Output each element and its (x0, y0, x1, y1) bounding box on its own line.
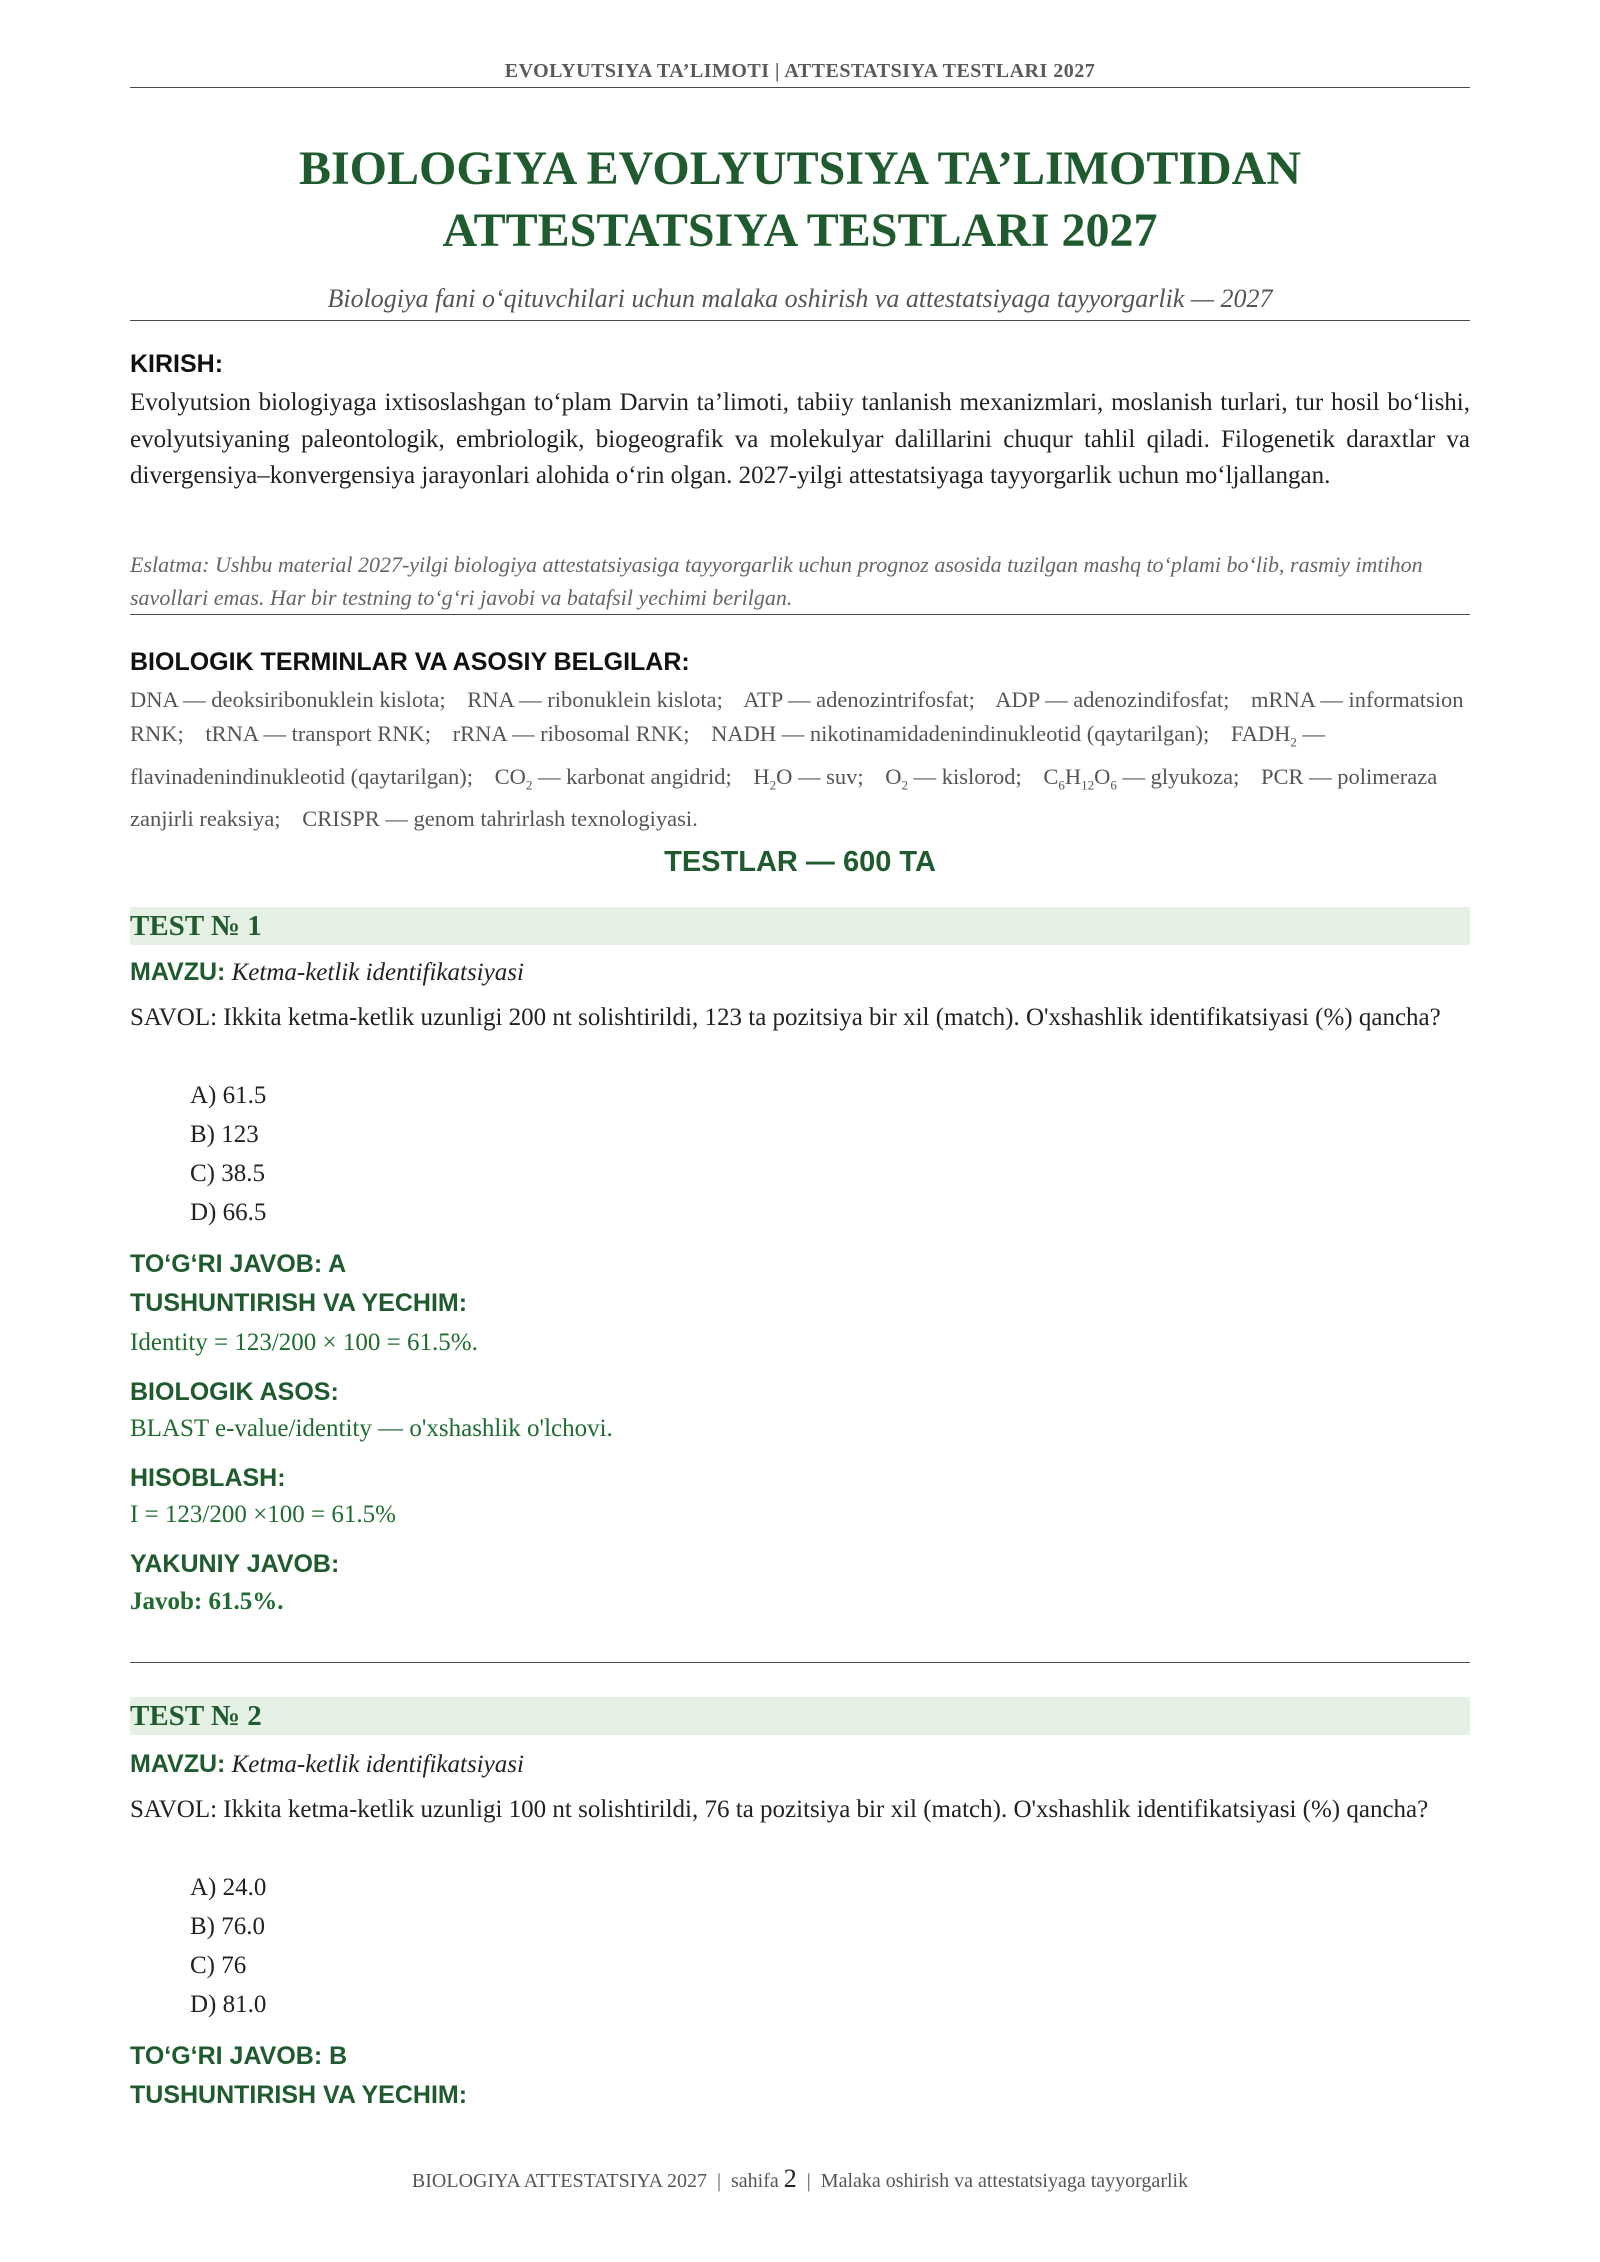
term-item: rRNA — ribosomal RNK; (452, 721, 690, 746)
test-title-bar (130, 1697, 1470, 1735)
term-item: ATP — adenozintrifosfat; (743, 687, 975, 712)
term-item: $H_2O$ — suv; (753, 763, 864, 792)
term-item: CRISPR — genom tahrirlash texnologiyasi. (302, 806, 698, 831)
term-item: $CO_2$ — karbonat angidrid; (494, 763, 732, 792)
answer-option: A) 61.5 (190, 1082, 267, 1109)
answer-option: D) 81.0 (190, 1991, 267, 2018)
answer-option: D) 66.5 (190, 1199, 267, 1226)
term-item: tRNA — transport RNK; (205, 721, 432, 746)
test-question: SAVOL: Ikkita ketma-ketlik uzunligi 100 nt solishtirildi, 76 ta pozitsiya bir xil (match). O'xshashlik identifikatsiyasi (%) qancha? (130, 1796, 1429, 1823)
test-question: SAVOL: Ikkita ketma-ketlik uzunligi 200 nt solishtirildi, 123 ta pozitsiya bir xil (match). O'xshashlik identifikatsiyasi (%) qancha? (130, 1004, 1441, 1031)
term-item: mRNA — informatsion RNK; (130, 687, 1464, 746)
term-item: $C_6H_{12}O_6$ — glyukoza; (1043, 763, 1240, 792)
terms-heading: BIOLOGIK TERMINLAR VA ASOSIY BELGILAR: (130, 648, 690, 676)
topic-value: Ketma-ketlik identifikatsiyasi (231, 959, 524, 986)
intro-heading: KIRISH: (130, 350, 224, 378)
term-item: RNA — ribonuklein kislota; (467, 687, 723, 712)
running-header: EVOLYUTSIYA TA’LIMOTI | ATTESTATSIYA TESTLARI 2027 (504, 60, 1096, 82)
footer-subtitle: Malaka oshirish va attestatsiyaga tayyorgarlik (820, 2170, 1189, 2192)
document-subtitle: Biologiya fani o‘qituvchilari uchun malaka oshirish va attestatsiyaga tayyorgarlik — 2027 (327, 284, 1273, 313)
answer-option: C) 38.5 (190, 1160, 265, 1187)
correct-answer: TO‘G‘RI JAVOB: B (130, 2042, 348, 2070)
correct-answer: TO‘G‘RI JAVOB: A (130, 1250, 347, 1278)
explanation-text: Identity = 123/200 × 100 = 61.5%. (130, 1329, 478, 1356)
terms-list (130, 683, 1470, 836)
intro-text: Evolyutsion biologiyaga ixtisoslashgan to‘plam Darvin ta’limoti, tabiiy tanlanish mexanizmlari, moslanish turlari, tur hosil bo‘lishi, evolyutsiyaning paleontologik, embriologik, biogeografik va molekulyar dalillarini chuqur tahlil qiladi. Filogenetik daraxtlar va divergensiya–konvergensiya jarayonlari alohida o‘rin olgan. 2027-yilgi attestatsiyaga tayyorgarlik uchun mo‘ljallangan. (130, 389, 1470, 489)
test-title-bar (130, 907, 1470, 945)
section-title: TESTLAR — 600 TA (664, 846, 936, 878)
term-item: DNA — deoksiribonuklein kislota; (130, 687, 446, 712)
page-footer (130, 2164, 1470, 2194)
test-title: TEST № 2 (130, 1700, 262, 1732)
answer-option: B) 123 (190, 1121, 259, 1148)
footer-page-label: sahifa (731, 2170, 779, 2192)
topic-value: Ketma-ketlik identifikatsiyasi (231, 1751, 524, 1778)
note-divider (130, 614, 1470, 615)
answer-option: A) 24.0 (190, 1874, 267, 1901)
title-line-2: ATTESTATSIYA TESTLARI 2027 (442, 204, 1158, 257)
term-item: ADP — adenozindifosfat; (995, 687, 1230, 712)
title-line-1: BIOLOGIYA EVOLYUTSIYA TA’LIMOTIDAN (298, 142, 1302, 195)
test-topic (130, 1750, 524, 1779)
answer-option: B) 76.0 (190, 1913, 265, 1940)
basis-heading: BIOLOGIK ASOS: (130, 1378, 339, 1406)
term-item: NADH — nikotinamidadenindinukleotid (qaytarilgan); (711, 721, 1210, 746)
calculation-heading: HISOBLASH: (130, 1464, 286, 1492)
footer-separator: | (806, 2170, 811, 2192)
final-answer-text: Javob: 61.5%. (130, 1588, 284, 1615)
note-text: Eslatma: Ushbu material 2027-yilgi biologiya attestatsiyasiga tayyorgarlik uchun prognoz asosida tuzilgan mashq to‘plami bo‘lib, rasmiy imtihon savollari emas. Har bir testning to‘g‘ri javobi va batafsil yechimi berilgan. (130, 552, 1423, 610)
footer-separator: | (716, 2170, 721, 2192)
subtitle-divider (130, 320, 1470, 321)
topic-label: MAVZU: (130, 958, 226, 986)
document-title (130, 138, 1470, 262)
term-item: $O_2$ — kislorod; (885, 763, 1022, 792)
header-divider (130, 87, 1470, 88)
calculation-text: I = 123/200 ×100 = 61.5% (130, 1501, 396, 1528)
final-answer-heading: YAKUNIY JAVOB: (130, 1550, 340, 1578)
answer-option: C) 76 (190, 1952, 247, 1979)
test-topic (130, 958, 524, 987)
footer-title: BIOLOGIYA ATTESTATSIYA 2027 (411, 2170, 707, 2192)
term-item: PCR — polimeraza zanjirli reaksiya; (130, 763, 1438, 831)
page-number: 2 (783, 2164, 797, 2193)
explanation-heading: TUSHUNTIRISH VA YECHIM: (130, 1289, 468, 1317)
topic-label: MAVZU: (130, 1750, 226, 1778)
test-divider (130, 1662, 1470, 1663)
basis-text: BLAST e-value/identity — o'xshashlik o'lchovi. (130, 1415, 613, 1442)
term-item: $FADH_2$ — flavinadenindinukleotid (qaytarilgan); (130, 721, 1326, 789)
test-title: TEST № 1 (130, 910, 262, 942)
explanation-heading: TUSHUNTIRISH VA YECHIM: (130, 2081, 468, 2109)
